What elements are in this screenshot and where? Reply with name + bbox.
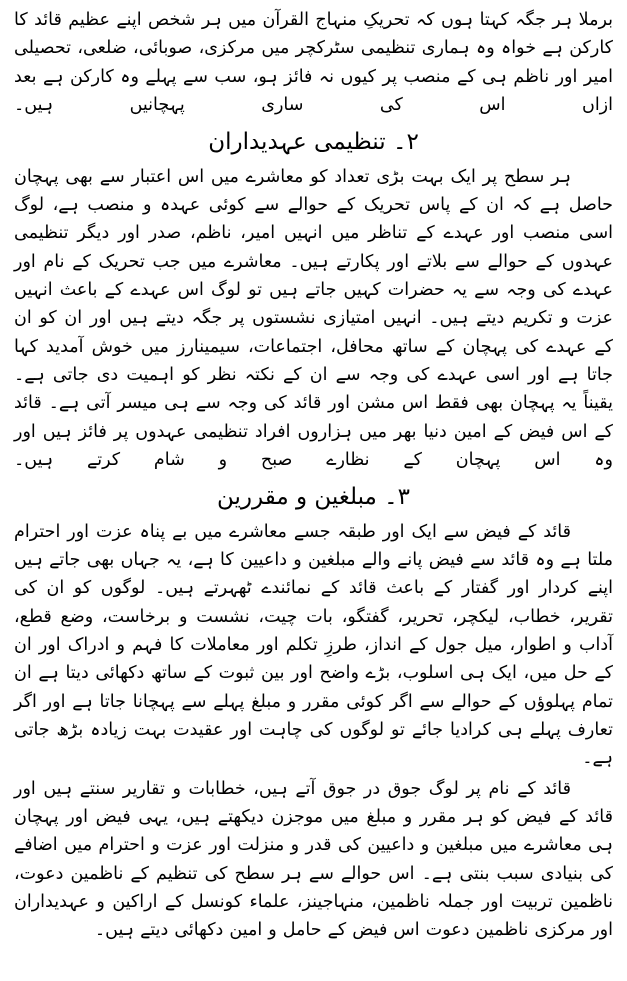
section-heading-preachers: ٣۔ مبلغین و مقررین [217, 484, 410, 511]
intro-paragraph: برملا ہر جگہ کہتا ہوں کہ تحریکِ منہاج القرآن میں ہر شخص اپنے عظیم قائد کا کارکن ہے خواہ وہ ہماری تنظیمی سٹرکچر میں مرکزی، صوبائی، ضلعی، تحصیلی امیر اور ناظم ہی کے منصب پر کیوں نہ فائز ہو، سب سے پہلے وہ کارکن ہے بعد ازاں اس کی ساری پہچانیں ہیں۔ [14, 10, 613, 116]
paragraph-preachers-2: قائد کے نام پر لوگ جوق در جوق آتے ہیں، خطابات و تقاریر سنتے ہیں اور قائد کے فیض کو ہر مقرر و مبلغ میں موجزن دیکھتے ہیں، یہی فیض اور پہچان ہی معاشرے میں مبلغین و داعیین کی قدر و منزلت اور عزت و احترام میں اضافے کی بنیادی سبب بنتی ہے۔ اس حوالے سے ہر سطح کی تنظیم کے ناظمین دعوت، ناظمین تربیت اور جملہ ناظمین، منہاجینز، علماء کونسل کے اراکین و عہدیداران اور مرکزی ناظمین دعوت اس فیض کے حامل و امین دکھائی دیتے ہیں۔ [14, 778, 613, 941]
section-heading-organizational-officeholders: ٢۔ تنظیمی عہدیداران [208, 129, 419, 156]
paragraph-preachers-1: قائد کے فیض سے ایک اور طبقہ جسے معاشرے میں بے پناہ عزت اور احترام ملتا ہے وہ قائد سے فیض پانے والے مبلغین و داعیین کا ہے، یہ جہاں بھی جاتے ہیں اپنے کردار اور گفتار کے باعث قائد کے نمائندے ٹھہرتے ہیں۔ لوگوں کو ان کی تقریر، خطاب، لیکچر، تحریر، گفتگو، بات چیت، نشست و برخاست، وضع قطع، آداب و اطوار، میل جول کے انداز، طرزِ تکلم اور معاملات کا فہم و ادراک اور ان کے حل میں، ایک ہی اسلوب، بڑے واضح اور بین ثبوت کے ساتھ دکھائی دیتا ہے ان تمام پہلوؤں کے حوالے سے اگر کوئی مقرر و مبلغ پہلے سے پہچانا جاتا ہے اور اگر تعارف پہلے ہی کرادیا جائے تو لوگوں کی چاہت اور عقیدت بہت زیادہ بڑھ جاتی ہے۔ [14, 521, 613, 769]
paragraph-organizational-officeholders: ہر سطح پر ایک بہت بڑی تعداد کو معاشرے میں اس اعتبار سے بھی پہچان حاصل ہے کہ ان کے پاس تحریک کے حوالے سے کوئی عہدہ و منصب ہے، لوگ اسی منصب اور عہدے کے تناظر میں انہیں امیر، ناظم، صدر اور دیگر تنظیمی عہدوں کے حوالے سے بلاتے اور پکارتے ہیں۔ معاشرے میں جب تحریک کے نام اور عہدے کی وجہ سے یہ حضرات کہیں جاتے ہیں تو لوگ اس عہدے کے باعث انہیں عزت و تکریم دیتے ہیں۔ انہیں امتیازی نشستوں پر جگہ دیتے ہیں اور ان کو ان کے عہدے کی پہچان کے ساتھ محافل، اجتماعات، سیمینارز میں خوش آمدید کہا جاتا ہے اور اسی عہدے کی وجہ سے ان کے نکتہ نظر کو اہمیت دی جاتی ہے۔ یقیناً یہ پہچان بھی فقط اس مشن اور قائد کی وجہ سے ہی میسر آتی ہے۔ قائد کے اس فیض کے امین دنیا بھر میں ہزاروں افراد تنظیمی عہدوں پر فائز ہیں اور وہ اس پہچان کے نظارے صبح و شام کرتے ہیں۔ [14, 166, 613, 470]
organizational-officeholders-block [14, 163, 613, 475]
preachers-block-1 [14, 518, 613, 773]
preachers-block-2 [14, 775, 613, 945]
intro-block [14, 6, 613, 119]
